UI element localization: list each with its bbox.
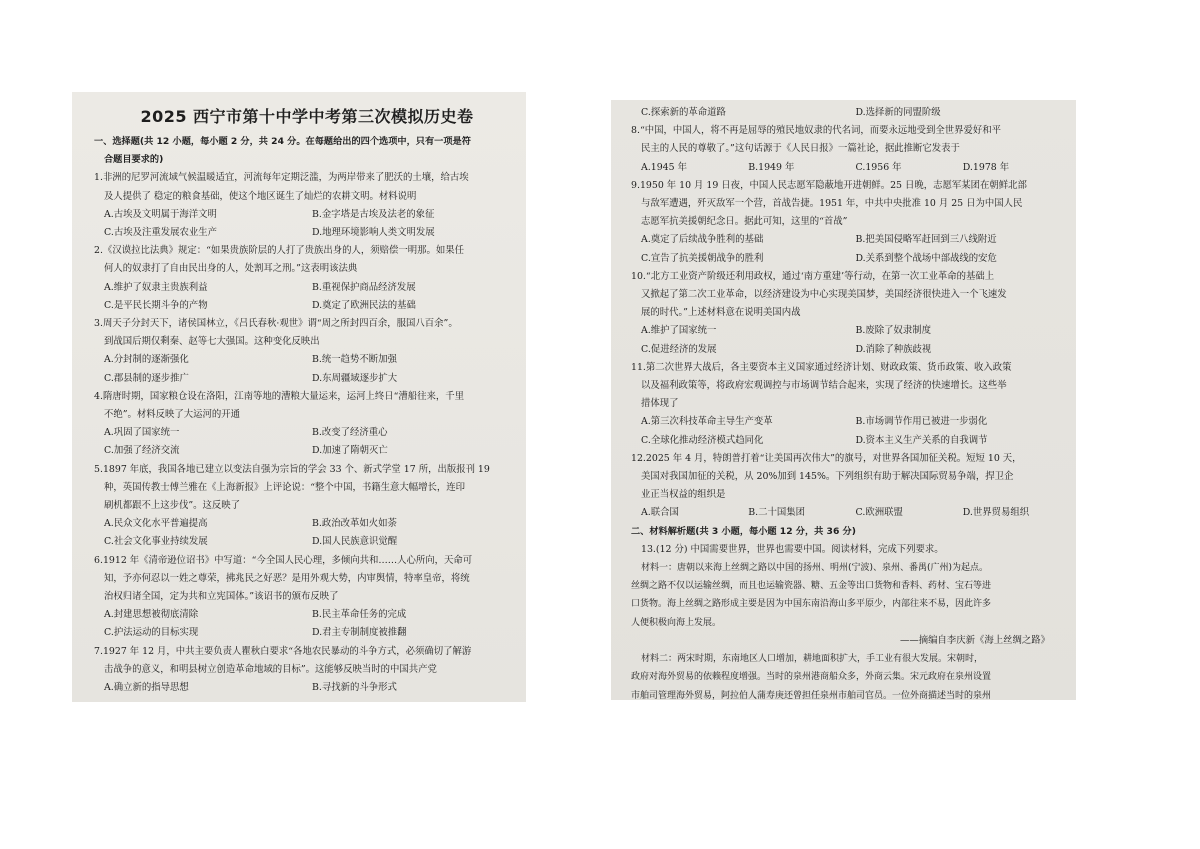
material-text-line: 人便积极向海上发展。 xyxy=(631,617,722,628)
answer-options-row xyxy=(94,679,520,697)
answer-options-row xyxy=(631,504,1070,522)
question-stem: 2.《汉谟拉比法典》规定：“如果贵族阶层的人打了贵族出身的人，须赔偿一明那。如果任 xyxy=(94,245,464,257)
answer-option: B.废除了奴隶制度 xyxy=(855,325,931,337)
right-page-body xyxy=(631,104,1070,700)
answer-option: C.古埃及注重发展农业生产 xyxy=(104,227,217,239)
material-text-line: 市舶司管理海外贸易，阿拉伯人蒲寿庚还曾担任泉州市舶司官员。一位外商描述当时的泉州 xyxy=(631,690,992,700)
answer-options-row xyxy=(94,515,520,533)
section-heading: 一、选择题(共 12 小题，每小题 2 分，共 24 分。在每题给出的四个选项中，只有一项是符 xyxy=(94,136,471,147)
question-text-line: 治权归诸全国，定为共和立宪国体。”该诏书的颁布反映了 xyxy=(104,591,339,603)
answer-option: D.加速了隋朝灭亡 xyxy=(312,445,388,457)
answer-options-row xyxy=(94,624,520,642)
answer-option: B.寻找新的斗争形式 xyxy=(312,682,397,694)
answer-option: D.消除了种族歧视 xyxy=(855,343,932,355)
question-text-line: 刷机都跟不上这步伐”。这反映了 xyxy=(104,500,241,512)
answer-option: D.奠定了欧洲民法的基础 xyxy=(312,299,416,311)
exam-title: 2025 西宁市第十中学中考第三次模拟历史卷 xyxy=(140,107,474,126)
answer-option: D.东周疆域逐步扩大 xyxy=(312,372,398,384)
answer-option: C.宣告了抗美援朝战争的胜利 xyxy=(641,252,764,264)
question-stem: 1.非洲的尼罗河流域气候温暖适宜，河流每年定期泛滥，为两岸带来了肥沃的土壤，给古埃 xyxy=(94,172,469,184)
material-text-line: 材料二：两宋时期，东南地区人口增加，耕地面积扩大，手工业有很大发展。宋朝时， xyxy=(641,654,984,665)
answer-options-row xyxy=(94,297,520,315)
question-text-line: 何人的奴隶打了自由民出身的人，处割耳之刑。”这表明该法典 xyxy=(104,263,358,275)
answer-option: D.地理环境影响人类文明发展 xyxy=(312,227,435,239)
answer-option: A.分封制的逐渐强化 xyxy=(104,354,189,366)
answer-option: D.君主专制制度被推翻 xyxy=(312,627,407,639)
question-text-line: 民主的人民的尊敬了。”这句话源于《人民日报》一篇社论，据此推断它发表于 xyxy=(641,143,960,155)
answer-option: B.把美国侵略军赶回到三八线附近 xyxy=(855,234,997,246)
question-text-line: 业正当权益的组织是 xyxy=(641,489,726,501)
question-text-line: 志愿军抗美援朝纪念日。据此可知，这里的“首战” xyxy=(641,216,848,228)
answer-option: B.政治改革如火如荼 xyxy=(312,518,397,530)
answer-options-row xyxy=(631,104,1070,122)
question-stem: 4.隋唐时期，国家粮仓设在洛阳，江南等地的漕粮大量运来，运河上终日“漕船往来，千里 xyxy=(94,390,464,402)
answer-options-row xyxy=(631,322,1070,340)
answer-option: D.资本主义生产关系的自我调节 xyxy=(855,434,988,446)
answer-option: A.封建思想被彻底清除 xyxy=(104,609,199,621)
answer-options-row xyxy=(631,250,1070,268)
answer-options-row xyxy=(94,370,520,388)
question-text-line: 美国对我国加征的关税，从 20%加到 145%。下列组织有助于解决国际贸易争端，捍卫企 xyxy=(641,471,1014,483)
answer-option: B.重视保护商品经济发展 xyxy=(312,281,416,293)
question-text-line: 到战国后期仅剩秦、赵等七大强国。这种变化反映出 xyxy=(104,336,320,348)
question-text-line: 13.(12 分) 中国需要世界，世界也需要中国。阅读材料，完成下列要求。 xyxy=(641,543,944,555)
answer-option: C.探索新的革命道路 xyxy=(641,107,726,118)
source-citation: ——摘编自李庆新《海上丝绸之路》 xyxy=(899,634,1050,646)
question-stem: 9.1950 年 10 月 19 日夜，中国人民志愿军隐蔽地开进朝鲜。25 日晚，志愿军某团在朝鲜北部 xyxy=(631,179,1027,191)
answer-option: B.统一趋势不断加强 xyxy=(312,354,397,366)
answer-option: C.护法运动的目标实现 xyxy=(104,627,199,639)
answer-option: C.是平民长期斗争的产物 xyxy=(104,299,208,311)
answer-options-row xyxy=(94,279,520,297)
question-text-line: 种，英国传教士傅兰雅在《上海新报》上评论说：“整个中国，书籍生意大幅增长，连印 xyxy=(104,481,466,493)
left-page-body xyxy=(94,133,520,697)
answer-options-row xyxy=(94,206,520,224)
answer-option: B.二十国集团 xyxy=(748,507,805,519)
exam-page-right xyxy=(611,100,1076,700)
question-stem: 7.1927 年 12 月，中共主要负责人瞿秋白要求“各地农民暴动的斗争方式，必须确切了解游 xyxy=(94,645,472,657)
question-text-line: 以及福利政策等，将政府宏观调控与市场调节结合起来，实现了经济的快速增长。这些举 xyxy=(641,380,1007,392)
question-stem: 11.第二次世界大战后，各主要资本主义国家通过经济计划、财政政策、货币政策、收入政策 xyxy=(631,361,1012,373)
question-text-line: 展的时代。”上述材料意在说明美国内战 xyxy=(641,307,801,319)
question-text-line: 及人提供了 稳定的粮食基础，使这个地区诞生了灿烂的农耕文明。材料说明 xyxy=(104,190,417,202)
answer-option: D.选择新的同盟阶级 xyxy=(855,107,941,118)
answer-option: A.联合国 xyxy=(641,507,679,519)
answer-option: A.奠定了后续战争胜利的基础 xyxy=(641,234,764,246)
material-text-line: 丝绸之路不仅以运输丝绸，而且也运输瓷器、糖、五金等出口货物和香料、药材、宝石等进 xyxy=(631,581,992,592)
answer-option: C.欧洲联盟 xyxy=(855,507,903,519)
answer-options-row xyxy=(94,442,520,460)
exam-page-left xyxy=(72,92,526,702)
answer-option: A.第三次科技革命主导生产变革 xyxy=(641,416,773,428)
answer-option: A.1945 年 xyxy=(641,161,687,173)
answer-option: D.国人民族意识觉醒 xyxy=(312,536,398,548)
question-stem: 12.2025 年 4 月，特朗普打着“让美国再次伟大”的旗号，对世界各国加征关税。短短 10 天， xyxy=(631,452,1022,464)
answer-option: A.民众文化水平普遍提高 xyxy=(104,518,208,530)
question-stem: 8.“中国，中国人，将不再是屈辱的殖民地奴隶的代名词，而要永远地受到全世界爱好和平 xyxy=(631,125,1001,137)
answer-option: B.1949 年 xyxy=(748,161,795,173)
answer-option: A.维护了国家统一 xyxy=(641,325,717,337)
material-text-line: 材料一：唐朝以来海上丝绸之路以中国的扬州、明州(宁波)、泉州、番禺(广州)为起点。 xyxy=(641,563,989,574)
answer-option: C.全球化推动经济模式趋同化 xyxy=(641,434,764,446)
answer-option: B.市场调节作用已被进一步弱化 xyxy=(855,416,988,428)
answer-option: C.郡县制的逐步推广 xyxy=(104,372,189,384)
answer-options-row xyxy=(94,424,520,442)
section-heading: 合题目要求的) xyxy=(104,154,164,166)
question-text-line: 与敌军遭遇，歼灭敌军一个营，首战告捷。1951 年，中共中央批准 10 月 25 日为中国人民 xyxy=(641,198,1023,210)
answer-option: C.加强了经济交流 xyxy=(104,445,180,457)
answer-options-row xyxy=(631,413,1070,431)
question-text-line: 击战争的意义，和明县树立创造革命地域的目标”。这能够反映当时的中国共产党 xyxy=(104,663,437,675)
answer-option: D.1978 年 xyxy=(962,161,1010,173)
question-stem: 5.1897 年底，我国各地已建立以变法自强为宗旨的学会 33 个、新式学堂 17 所，出版报刊 19 xyxy=(94,463,490,475)
answer-option: B.改变了经济重心 xyxy=(312,427,388,439)
question-text-line: 又掀起了第二次工业革命，以经济建设为中心实现美国梦，美国经济很快进入一个飞速发 xyxy=(641,289,1007,301)
question-text-line: 知，予亦何忍以一姓之尊荣，拂兆民之好恶？是用外观大势，内审舆情，特率皇帝，将统 xyxy=(104,572,470,584)
answer-option: C.社会文化事业持续发展 xyxy=(104,536,208,548)
answer-option: D.关系到整个战场中部战线的安危 xyxy=(855,252,997,264)
answer-options-row xyxy=(94,224,520,242)
answer-options-row xyxy=(631,341,1070,359)
answer-option: C.1956 年 xyxy=(855,161,902,173)
answer-options-row xyxy=(631,432,1070,450)
answer-options-row xyxy=(631,159,1070,177)
answer-option: B.金字塔是古埃及法老的象征 xyxy=(312,208,435,220)
answer-option: A.维护了奴隶主贵族利益 xyxy=(104,281,208,293)
answer-option: B.民主革命任务的完成 xyxy=(312,609,407,621)
question-stem: 3.周天子分封天下，诸侯国林立，《吕氏春秋·观世》谓“周之所封四百余，服国八百余”。 xyxy=(94,318,458,330)
question-stem: 10.“北方工业资产阶级还利用政权，通过‘南方重建’等行动，在第一次工业革命的基础上 xyxy=(631,270,995,282)
answer-option: C.促进经济的发展 xyxy=(641,343,717,355)
answer-option: A.确立新的指导思想 xyxy=(104,682,189,694)
answer-options-row xyxy=(94,533,520,551)
material-text-line: 政府对海外贸易的依赖程度增强。当时的泉州港商船众多，外商云集。宋元政府在泉州设置 xyxy=(631,672,992,683)
answer-option: A.古埃及文明属于海洋文明 xyxy=(104,208,217,220)
question-text-line: 不绝”。材料反映了大运河的开通 xyxy=(104,409,241,421)
answer-option: D.世界贸易组织 xyxy=(962,507,1030,519)
material-text-line: 口货物。海上丝绸之路形成主要是因为中国东南沿海山多平原少，内部往来不易，因此许多 xyxy=(631,599,992,610)
section-heading: 二、材料解析题(共 3 小题，每小题 12 分，共 36 分) xyxy=(631,525,856,537)
answer-options-row xyxy=(94,351,520,369)
question-stem: 6.1912 年《清帝逊位诏书》中写道：“今全国人民心理，多倾向共和……人心所向，天命可 xyxy=(94,554,473,566)
answer-options-row xyxy=(94,606,520,624)
question-text-line: 措体现了 xyxy=(641,398,679,410)
answer-option: A.巩固了国家统一 xyxy=(104,427,180,439)
answer-options-row xyxy=(631,231,1070,249)
